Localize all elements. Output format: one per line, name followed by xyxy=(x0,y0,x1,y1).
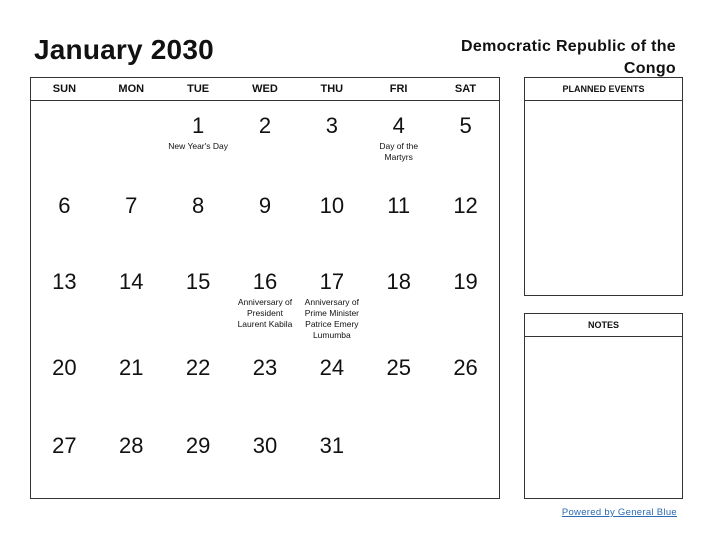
day-cell xyxy=(31,343,98,381)
day-cell xyxy=(365,257,432,295)
day-number: 31 xyxy=(319,433,345,458)
day-cell xyxy=(165,343,232,381)
day-number: 21 xyxy=(119,355,144,380)
weekday-tue: TUE xyxy=(187,83,210,95)
day-number: 30 xyxy=(252,433,278,458)
planned-events-heading: PLANNED EVENTS xyxy=(525,78,682,101)
day-number: 20 xyxy=(52,355,77,380)
day-cell xyxy=(165,101,232,152)
day-number: 22 xyxy=(185,355,211,380)
day-number: 19 xyxy=(453,269,478,294)
calendar-grid xyxy=(30,77,500,499)
holiday-label: Anniversary of President Laurent Kabila xyxy=(237,297,293,329)
weekday-fri: FRI xyxy=(389,83,408,95)
day-cell xyxy=(31,101,98,113)
day-cell xyxy=(298,101,365,139)
day-number: 4 xyxy=(392,113,405,138)
day-cell xyxy=(232,101,299,139)
day-number: 15 xyxy=(185,269,211,294)
day-cell xyxy=(432,101,499,139)
day-cell xyxy=(31,181,98,219)
day-number: 26 xyxy=(453,355,478,380)
day-number: 2 xyxy=(258,113,272,138)
notes-panel xyxy=(524,313,683,499)
calendar-title: January 2030 xyxy=(34,34,214,65)
day-cell xyxy=(232,343,299,381)
day-number: 6 xyxy=(58,193,71,218)
holiday-label: Day of the Martyrs xyxy=(379,141,419,162)
day-cell xyxy=(165,257,232,295)
day-cell xyxy=(98,421,165,459)
day-number: 23 xyxy=(252,355,278,380)
day-number: 12 xyxy=(453,193,478,218)
day-number: 16 xyxy=(252,269,278,294)
day-number: 29 xyxy=(185,433,211,458)
day-cell xyxy=(365,181,432,219)
day-number: 27 xyxy=(52,433,77,458)
notes-heading: NOTES xyxy=(525,314,682,337)
day-number: 28 xyxy=(119,433,144,458)
weekday-mon: MON xyxy=(118,83,145,95)
day-number: 14 xyxy=(119,269,144,294)
day-cell xyxy=(165,181,232,219)
day-cell xyxy=(432,257,499,295)
day-grid xyxy=(31,101,499,498)
day-cell xyxy=(432,181,499,219)
day-cell xyxy=(232,181,299,219)
day-number: 3 xyxy=(325,113,338,138)
day-cell xyxy=(298,421,365,459)
day-cell xyxy=(98,181,165,219)
day-number: 18 xyxy=(386,269,411,294)
weekday-sat: SAT xyxy=(454,83,477,95)
day-number: 10 xyxy=(319,193,345,218)
day-cell xyxy=(432,421,499,433)
day-cell xyxy=(298,343,365,381)
day-cell xyxy=(98,257,165,295)
day-number: 25 xyxy=(386,355,411,380)
day-cell xyxy=(98,101,165,113)
day-number: 7 xyxy=(125,193,138,218)
holiday-label: New Year's Day xyxy=(168,141,228,151)
planned-events-panel xyxy=(524,77,683,296)
day-number: 5 xyxy=(459,113,472,138)
day-number: 24 xyxy=(319,355,345,380)
day-number: 11 xyxy=(387,193,411,218)
day-cell xyxy=(31,421,98,459)
weekday-header-row xyxy=(31,78,499,101)
day-cell xyxy=(31,257,98,295)
day-cell xyxy=(232,257,299,330)
weekday-thu: THU xyxy=(320,83,344,95)
day-cell xyxy=(165,421,232,459)
day-cell xyxy=(432,343,499,381)
day-number: 1 xyxy=(192,113,205,138)
day-number: 17 xyxy=(319,269,345,294)
day-number: 13 xyxy=(52,269,77,294)
weekday-sun: SUN xyxy=(52,83,77,95)
day-number: 8 xyxy=(192,193,205,218)
day-cell xyxy=(365,101,432,163)
day-cell xyxy=(365,343,432,381)
powered-by-link[interactable]: Powered by General Blue xyxy=(561,507,677,518)
day-number: 9 xyxy=(258,193,272,218)
day-cell xyxy=(98,343,165,381)
day-cell xyxy=(232,421,299,459)
day-cell xyxy=(298,181,365,219)
country-name: Democratic Republic of the Congo xyxy=(461,38,676,77)
day-cell xyxy=(298,257,365,341)
holiday-label: Anniversary of Prime Minister Patrice Emery Lumumba xyxy=(304,297,360,340)
day-cell xyxy=(365,421,432,433)
weekday-wed: WED xyxy=(252,83,278,95)
